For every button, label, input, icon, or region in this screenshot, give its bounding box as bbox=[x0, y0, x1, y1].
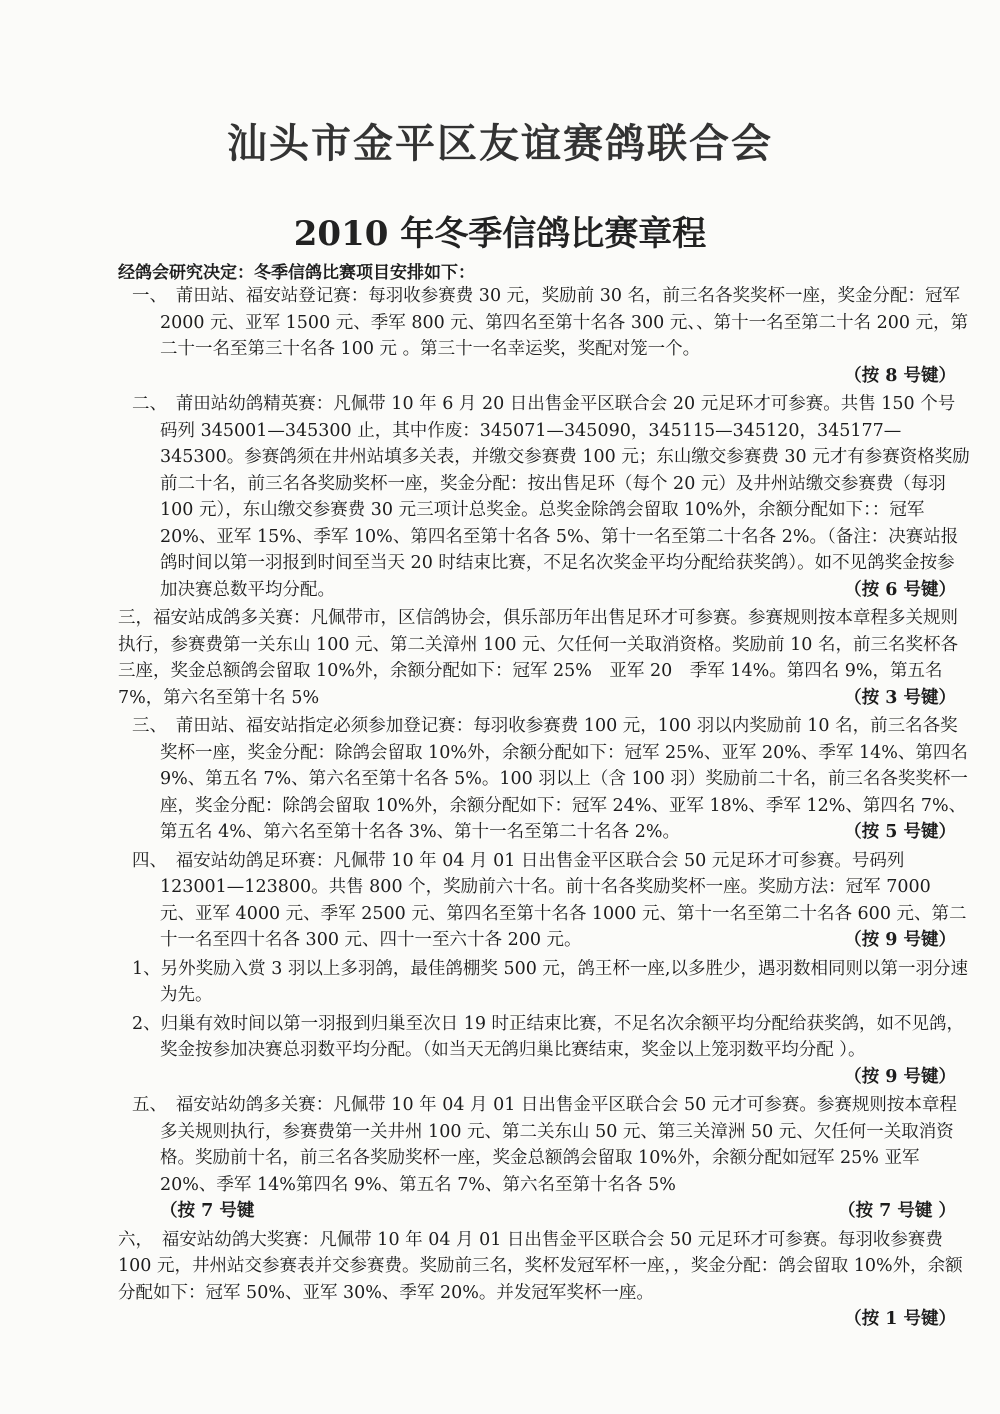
section-1 bbox=[118, 283, 970, 389]
section-2 bbox=[118, 391, 970, 603]
section-1-key: （按 8 号键） bbox=[844, 365, 956, 386]
section-7 bbox=[118, 1227, 970, 1333]
section-6-text: 五、 福安站幼鸽多关赛：凡佩带 10 年 04 月 01 日出售金平区联合会 50 元才可参赛。参赛规则按本章程多关规则执行，参赛费第一关井州 100 元、第二关东山 50 元、第三关漳洲 50 元、欠任何一关取消资格。奖励前十名，前三名各奖励奖杯一座，奖金总额鸽会留取 10%外，余额分配如冠军 25% 亚军 20%、季军 14%第四名 9%、第五名 7%、第六名至第十名各 5% bbox=[132, 1095, 957, 1195]
section-5-key: （按 9 号键） bbox=[844, 930, 956, 950]
section-5-text bbox=[118, 848, 970, 954]
section-4 bbox=[118, 713, 970, 846]
section-6-key: （按 7 号键 ） bbox=[838, 1201, 956, 1221]
section-6 bbox=[118, 1092, 970, 1225]
section-7-key: （按 1 号键） bbox=[844, 1309, 956, 1329]
section-1-text: 一、 莆田站、福安站登记赛：每羽收参赛费 30 元，奖励前 30 名，前三名各奖奖杯一座，奖金分配：冠军 2000 元、亚军 1500 元、季军 800 元、第四名至第十名各 300 元、、第十一名至第二十名 200 元，第二十一名至第三十名各 100 元 。第三十一名幸运奖，奖配对笼一个。 bbox=[132, 286, 969, 359]
intro-line: 经鸽会研究决定：冬季信鸽比赛项目安排如下： bbox=[118, 263, 475, 283]
note-1-text: 1、另外奖励入赏 3 羽以上多羽鸽，最佳鸽棚奖 500 元，鸽王杯一座,以多胜少，遇羽数相同则以第一羽分速为先。 bbox=[132, 958, 968, 1005]
section-5 bbox=[118, 848, 970, 954]
section-4-text bbox=[118, 713, 970, 846]
section-4-body: 三、 莆田站、福安站指定必须参加登记赛：每羽收参赛费 100 元，100 羽以内奖励前 10 名，前三名各奖奖杯一座，奖金分配：除鸽会留取 10%外，余额分配如下：冠军 25%、亚军 20%、季军 14%、第四名 9%、第五名 7%、第六名至第十名各 5%。100 羽以上（含 100 羽）奖励前二十名，前三名各奖奖杯一座，奖金分配：除鸽会留取 10%外，余额分配如下：冠军 24%、亚军 18%、季军 12%、第四名 7%、第五名 4%、第六名至第十名各 3%、第十一名至第二十名各 2%。 bbox=[132, 716, 968, 842]
section-3-key: （按 3 号键） bbox=[844, 687, 956, 708]
section-6-keys bbox=[118, 1198, 970, 1225]
section-3 bbox=[118, 605, 970, 711]
note-1 bbox=[118, 956, 970, 1009]
note-2 bbox=[118, 1011, 970, 1091]
section-3-body: 三，福安站成鸽多关赛：凡佩带市，区信鸽协会，俱乐部历年出售足环才可参赛。参赛规则按本章程多关规则执行，参赛费第一关东山 100 元、第二关漳州 100 元、欠任何一关取消资格。奖励前 10 名，前三名奖杯各三座，奖金总额鸽会留取 10%外，余额分配如下：冠军 25% 亚军 20 季军 14%。第四名 9%，第五名 7%，第六名至第十名 5% bbox=[118, 608, 958, 708]
section-4-key: （按 5 号键） bbox=[844, 822, 956, 842]
rules-body bbox=[118, 283, 970, 1333]
section-5-body: 四、 福安站幼鸽足环赛：凡佩带 10 年 04 月 01 日出售金平区联合会 50 元足环才可参赛。号码列 123001—123800。共售 800 个，奖励前六十名。前十名各奖励奖杯一座。奖励方法：冠军 7000 元、亚军 4000 元、季军 2500 元、第四名至第十名各 1000 元、第十一名至第二十名各 600 元、第二十一名至四十名各 300 元、四十一至六十各 200 元。 bbox=[132, 850, 967, 950]
note-2-text: 2、归巢有效时间以第一羽报到归巢至次日 19 时正结束比赛，不足名次余额平均分配给获奖鸽，如不见鸽，奖金按参加决赛总羽数平均分配。（如当天无鸽归巢比赛结束，奖金以上笼羽数平均分配 ）。 bbox=[132, 1013, 965, 1060]
document-title: 汕头市金平区友谊赛鸽联合会 bbox=[227, 120, 773, 167]
document-subtitle: 2010 年冬季信鸽比赛章程 bbox=[293, 214, 707, 254]
section-3-text bbox=[118, 605, 970, 711]
section-6-key-left: （按 7 号键 bbox=[160, 1201, 255, 1221]
section-2-key: （按 6 号键） bbox=[844, 579, 956, 600]
note-2-key: （按 9 号键） bbox=[844, 1066, 956, 1087]
section-2-body: 二、 莆田站幼鸽精英赛：凡佩带 10 年 6 月 20 日出售金平区联合会 20 元足环才可参赛。共售 150 个号码列 345001—345300 止，其中作废：345071—345090，345115—345120，345177—345300。参赛鸽须在井州站填多关表，并缴交参赛费 100 元；东山缴交参赛费 30 元才有参赛资格奖励前二十名，前三名各奖励奖杯一座，奖金分配：按出售足环（每个 20 元）及井州站缴交参赛费（每羽 100 元），东山缴交参赛费 30 元三项计总奖金。总奖金除鸽会留取 10%外，余额分配如下：：冠军 20%、亚军 15%、季军 10%、第四名至第十名各 5%、第十一名至第二十名各 2%。（备注：决赛站报鸽时间以第一羽报到时间至当天 20 时结束比赛，不足名次奖金平均分配给获奖鸽）。如不见鸽奖金按参加决赛总数平均分配。 bbox=[132, 394, 970, 600]
section-7-text: 六， 福安站幼鸽大奖赛：凡佩带 10 年 04 月 01 日出售金平区联合会 50 元足环才可参赛。每羽收参赛费 100 元，井州站交参赛表并交参赛费。奖励前三名，奖杯发冠军杯一座，，奖金分配：鸽会留取 10%外，余额分配如下：冠军 50%、亚军 30%、季军 20%。并发冠军奖杯一座。 bbox=[118, 1229, 963, 1303]
section-2-text bbox=[118, 391, 970, 603]
